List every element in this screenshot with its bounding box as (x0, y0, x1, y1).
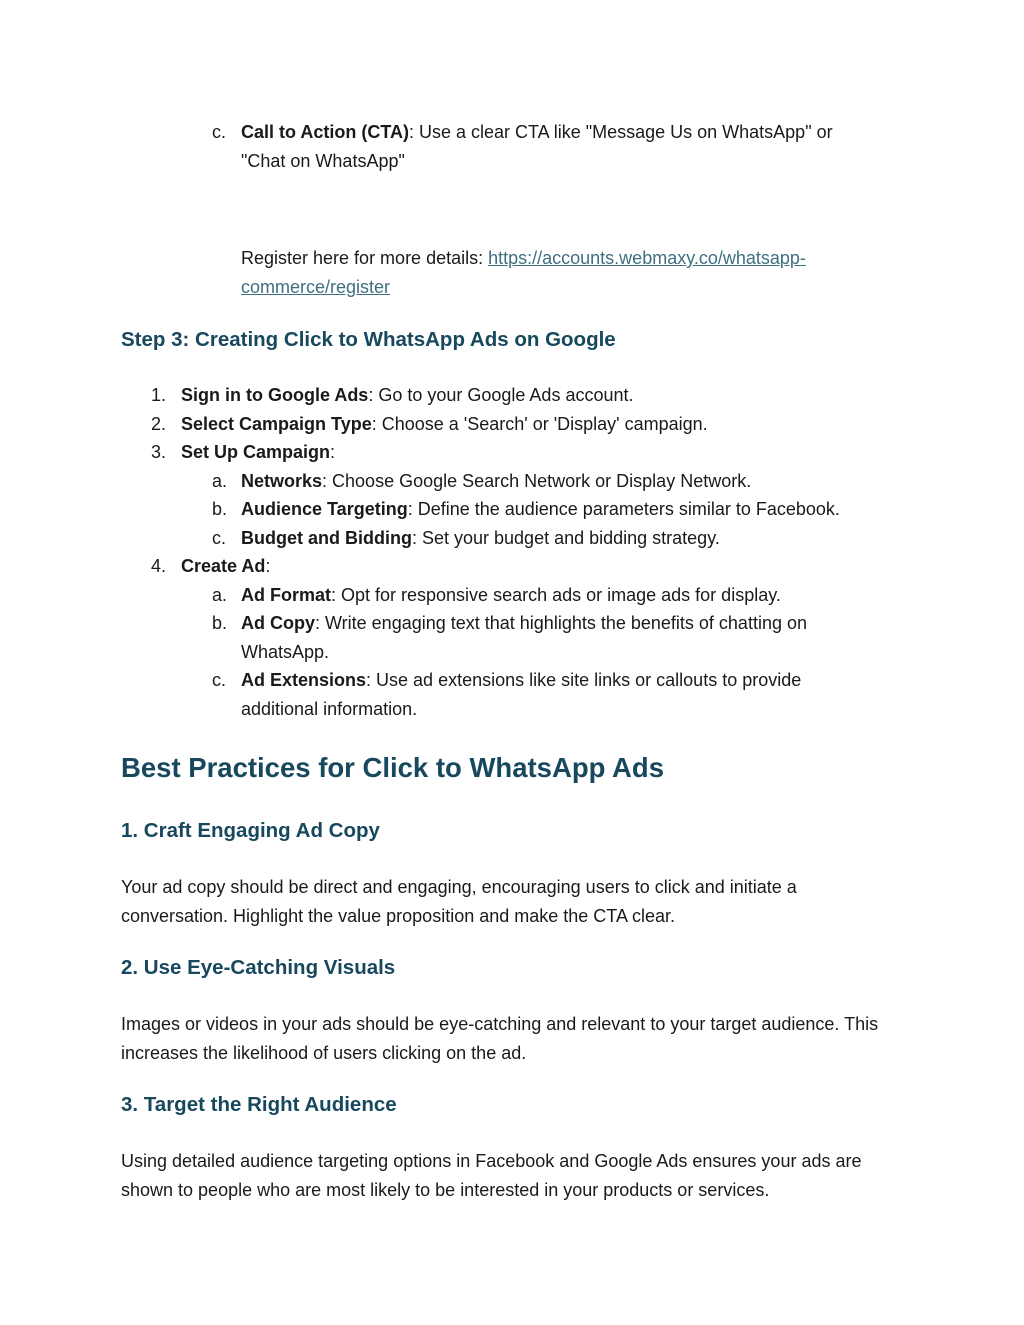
list-item-text: : Define the audience parameters similar to Facebook. (407, 499, 840, 519)
register-link[interactable]: https://accounts.webmaxy.co/whatsapp-commerce/register (241, 248, 806, 297)
step3-item-sign-in (181, 381, 881, 410)
list-item-term: Ad Copy (241, 613, 315, 633)
list-item-term: Networks (241, 471, 323, 491)
step3-item-set-up-campaign (181, 438, 881, 467)
list-item-term: Budget and Bidding (241, 528, 412, 548)
list-item-term: Ad Format (241, 585, 331, 605)
list-marker: a. (212, 585, 228, 605)
list-marker: b. (212, 613, 228, 633)
subitem-audience-targeting (241, 495, 901, 524)
subitem-budget-bidding (241, 524, 901, 553)
section-body-audience: Using detailed audience targeting options in Facebook and Google Ads ensures your ads are shown to people who are most likely to be interested in your products or services. (121, 1151, 862, 1200)
list-item-text: : Write engaging text that highlights the benefits of chatting on WhatsApp. (241, 613, 807, 662)
list-item-text: : (330, 442, 336, 462)
list-item-term: Create Ad (181, 556, 266, 576)
list-marker: 3. (151, 442, 167, 462)
list-item-text: : Set your budget and bidding strategy. (411, 528, 720, 548)
list-item-text: : Choose a 'Search' or 'Display' campaign. (371, 414, 708, 434)
step3-item-campaign-type (181, 410, 881, 439)
list-item-text: : (265, 556, 271, 576)
subitem-ad-copy (241, 609, 881, 666)
register-paragraph (241, 244, 881, 301)
list-marker: c. (212, 122, 227, 142)
list-marker: 2. (151, 414, 167, 434)
section-heading-audience: 3. Target the Right Audience (121, 1093, 397, 1116)
list-item-term: Sign in to Google Ads (181, 385, 369, 405)
section-body-ad-copy: Your ad copy should be direct and engaging, encouraging users to click and initiate a conversation. Highlight the value proposition and make the CTA clear. (121, 877, 797, 926)
list-item-term: Select Campaign Type (181, 414, 372, 434)
section-body-visuals: Images or videos in your ads should be eye-catching and relevant to your target audience. This increases the likelihood of users clicking on the ad. (121, 1014, 879, 1063)
subitem-ad-extensions (241, 666, 881, 723)
subitem-networks (241, 467, 901, 496)
best-practices-heading: Best Practices for Click to WhatsApp Ads (121, 752, 664, 783)
step3-heading: Step 3: Creating Click to WhatsApp Ads on Google (121, 328, 616, 351)
list-item-term: Call to Action (CTA) (241, 122, 409, 142)
list-marker: 1. (151, 385, 167, 405)
list-item-cta (241, 118, 881, 175)
list-marker: a. (212, 471, 228, 491)
list-item-term: Audience Targeting (241, 499, 408, 519)
list-item-text: : Use ad extensions like site links or callouts to provide additional information. (241, 670, 802, 719)
list-item-text: : Use a clear CTA like "Message Us on WhatsApp" or "Chat on WhatsApp" (241, 122, 833, 171)
list-item-term: Set Up Campaign (181, 442, 331, 462)
step3-item-create-ad (181, 552, 881, 581)
list-marker: c. (212, 670, 227, 690)
register-text: Register here for more details: (241, 248, 489, 268)
section-heading-ad-copy: 1. Craft Engaging Ad Copy (121, 819, 380, 842)
section-heading-visuals: 2. Use Eye-Catching Visuals (121, 956, 396, 979)
list-marker: b. (212, 499, 228, 519)
list-item-text: : Go to your Google Ads account. (368, 385, 634, 405)
list-item-text: : Choose Google Search Network or Display Network. (322, 471, 752, 491)
list-marker: c. (212, 528, 227, 548)
list-item-term: Ad Extensions (241, 670, 367, 690)
subitem-ad-format (241, 581, 901, 610)
list-marker: 4. (151, 556, 167, 576)
list-item-text: : Opt for responsive search ads or image ads for display. (331, 585, 781, 605)
